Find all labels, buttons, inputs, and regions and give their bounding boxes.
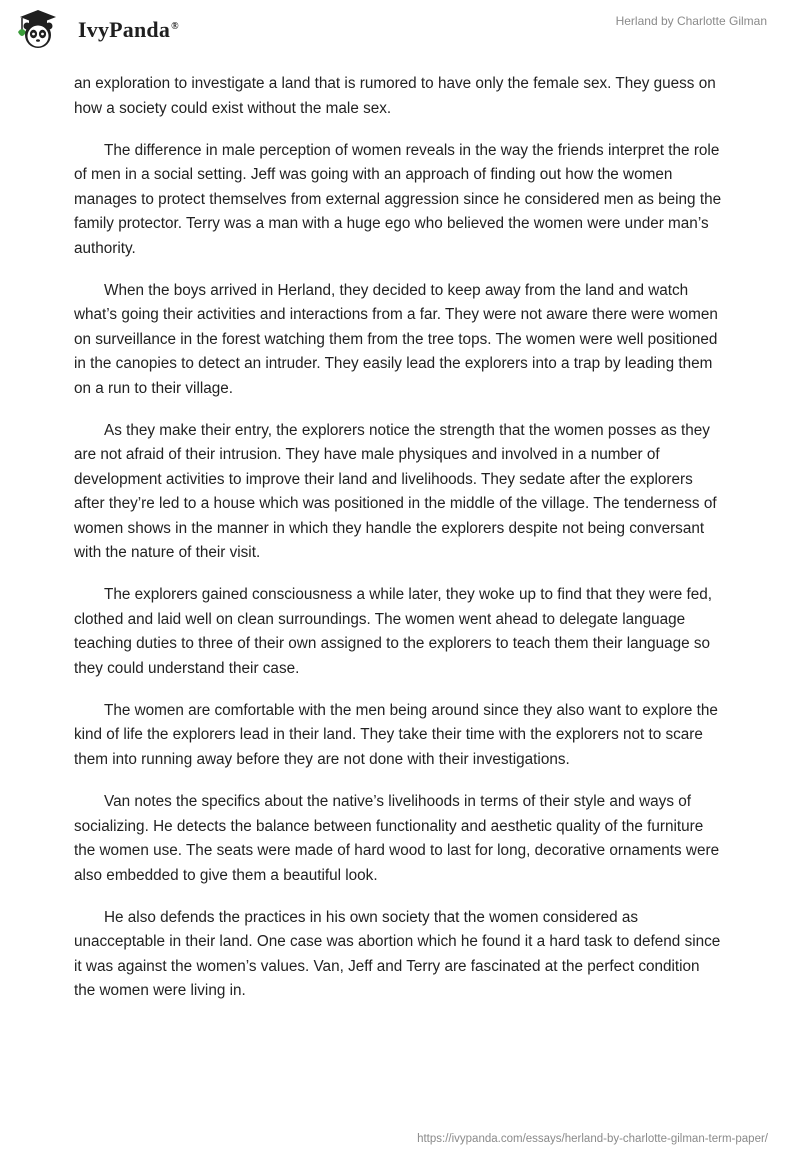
paragraph: He also defends the practices in his own society that the women considered as unacceptable in their land. One case was abortion which he found it a hard task to defend since it was against the women’s values. Van, Jeff and Terry are fascinated at the perfect condition the women were living in. [74, 908, 721, 1000]
paragraph: The explorers gained consciousness a while later, they woke up to find that they were fed, clothed and laid well on clean surroundings. The women went ahead to delegate language teaching duties to three of their own assigned to the explorers to teach them their language so they could understand their case. [74, 586, 712, 677]
source-url[interactable]: https://ivypanda.com/essays/herland-by-charlotte-gilman-term-paper/ [417, 1133, 768, 1145]
paragraph: When the boys arrived in Herland, they decided to keep away from the land and watch what’s going their activities and interactions from a far. They were not aware there were women on surveillance in the forest watching them from the tree tops. The women were well positioned in the canopies to detect an intruder. They easily lead the explorers into a trap by leading them on a run to their village. [74, 281, 718, 397]
paragraph: an exploration to investigate a land that is rumored to have only the female sex. They guess on how a society could exist without the male sex. [74, 75, 716, 117]
trademark-symbol: ® [171, 20, 179, 32]
paragraph: The difference in male perception of women reveals in the way the friends interpret the role of men in a social setting. Jeff was going with an approach of finding out how the women manages to protect themselves from external aggression since he considered men as being the family protector. Terry was a man with a huge ego who believed the women were under man’s authority. [74, 141, 722, 257]
panda-graduate-icon [16, 8, 74, 52]
paragraph: The women are comfortable with the men being around since they also want to explore the kind of life the explorers lead in their land. They take their time with the explorers not to scare them into running away before they are not done with their investigations. [74, 701, 718, 768]
document-title: Herland by Charlotte Gilman [615, 14, 767, 28]
paragraph: Van notes the specifics about the native’s livelihoods in terms of their style and ways of socializing. He detects the balance between functionality and aesthetic quality of the furniture the women use. The seats were made of hard wood to last for long, decorative ornaments were also embedded to give them a beautiful look. [74, 793, 720, 884]
paragraph: As they make their entry, the explorers notice the strength that the women posses as they are not afraid of their intrusion. They have male physiques and involved in a number of development activities to improve their land and livelihoods. They sedate after the explorers after they’re led to a house which was positioned in the middle of the village. The tenderness of women shows in the manner in which they handle the explorers despite not being conversant with the nature of their visit. [74, 421, 717, 562]
page-header [0, 0, 800, 60]
essay-body [74, 72, 722, 1021]
ivypanda-logo[interactable] [16, 8, 179, 52]
brand-name: IvyPanda® [78, 17, 179, 42]
